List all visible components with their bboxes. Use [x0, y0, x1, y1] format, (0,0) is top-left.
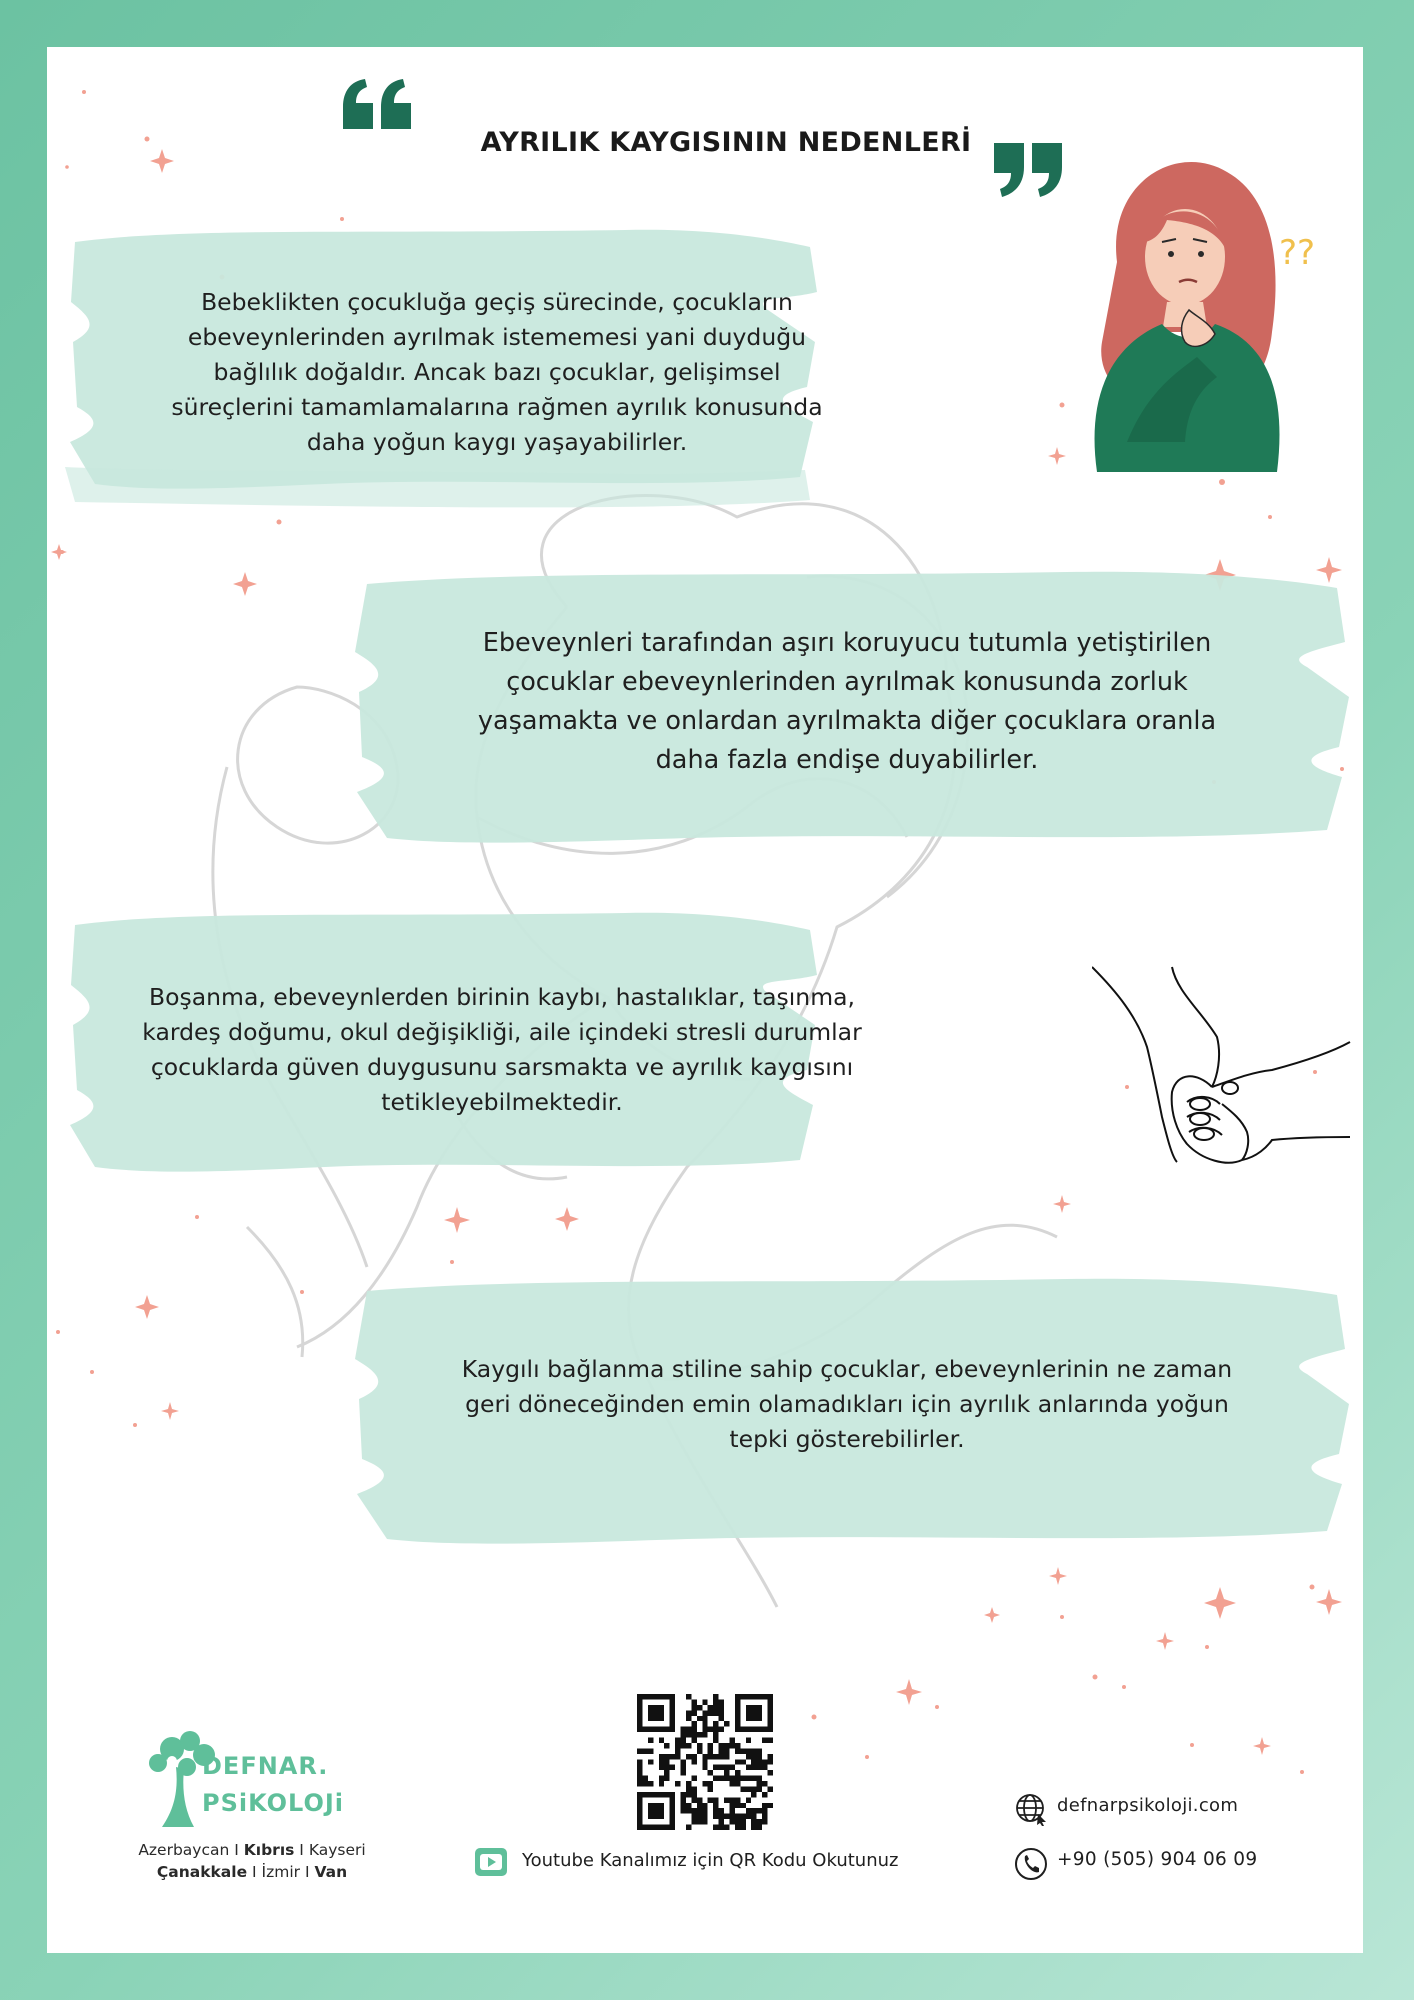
- separator: I: [294, 1841, 309, 1859]
- quote-close-icon: [990, 141, 1068, 201]
- quote-open-icon: [339, 77, 417, 137]
- location-izmir: İzmir: [261, 1863, 301, 1881]
- globe-icon: [1014, 1792, 1048, 1826]
- location-van: Van: [314, 1863, 348, 1881]
- poster-sheet: [47, 47, 1363, 1953]
- phone-icon: [1014, 1847, 1048, 1881]
- brand-name-line1: DEFNAR.: [202, 1752, 329, 1780]
- youtube-qr-code[interactable]: [637, 1694, 773, 1830]
- paragraph-1: Bebeklikten çocukluğa geçiş sürecinde, çocukların ebeveynlerinden ayrılmak istememesi yani duyduğu bağlılık doğaldır. Ancak bazı çocuklar, gelişimsel süreçlerini tamamlamalarına rağmen ayrılık konusunda daha yoğun kaygı yaşayabilirler.: [171, 288, 823, 456]
- location-azerbaycan: Azerbaycan: [138, 1841, 230, 1859]
- separator: I: [247, 1863, 262, 1881]
- location-kayseri: Kayseri: [308, 1841, 366, 1859]
- thinking-girl-illustration: [1067, 142, 1327, 482]
- page-title: AYRILIK KAYGISININ NEDENLERİ: [480, 127, 972, 158]
- youtube-qr-label: Youtube Kanalımız için QR Kodu Okutunuz: [522, 1850, 899, 1871]
- locations-line2: [117, 1861, 387, 1883]
- phone-number[interactable]: +90 (505) 904 06 09: [1057, 1849, 1258, 1870]
- location-canakkale: Çanakkale: [156, 1863, 248, 1881]
- paragraph-2: Ebeveynleri tarafından aşırı koruyucu tutumla yetiştirilen çocuklar ebeveynlerinden ayrılmak konusunda zorluk yaşamakta ve onlardan ayrılmakta diğer çocuklara oranla daha fazla endişe duyabilirler.: [477, 628, 1217, 775]
- website-link[interactable]: defnarpsikoloji.com: [1057, 1795, 1239, 1816]
- separator: I: [229, 1841, 244, 1859]
- paragraph-3: Boşanma, ebeveynlerden birinin kaybı, hastalıklar, taşınma, kardeş doğumu, okul değişikliği, aile içindeki stresli durumlar çocuklarda güven duygusunu sarsmakta ve ayrılık kaygısını tetikleyebilmektedir.: [142, 983, 862, 1116]
- defnar-logo: [132, 1727, 372, 1837]
- paragraph-4: Kaygılı bağlanma stiline sahip çocuklar, ebeveynlerinin ne zaman geri döneceğinden emin olamadıkları için ayrılık anlarında yoğun tepki gösterebilirler.: [461, 1355, 1233, 1453]
- locations-line1: [117, 1839, 387, 1861]
- youtube-icon: [474, 1847, 508, 1877]
- holding-hands-illustration: [1092, 962, 1352, 1187]
- location-kibris: Kıbrıs: [243, 1841, 295, 1859]
- brand-name-line2: PSiKOLOJi: [202, 1789, 345, 1817]
- locations: [117, 1839, 387, 1883]
- svg-text:??: ??: [1279, 233, 1316, 273]
- separator: I: [300, 1863, 315, 1881]
